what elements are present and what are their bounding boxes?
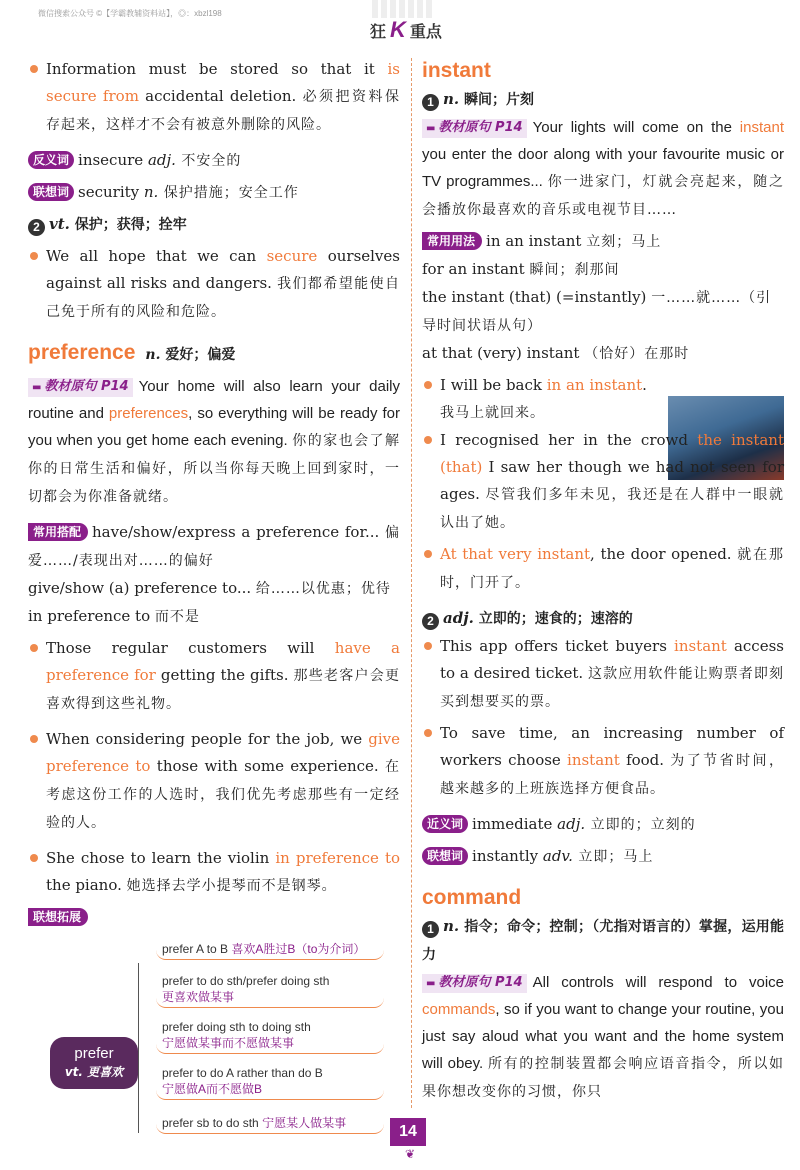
textbook-sentence-instant: ▬ 教材原句 P14 Your lights will come on the instant you enter the door along with your favourite music or TV programmes... 你一进家门，灯就会亮起来，随之会播放你最喜欢的音乐或电视节目…… — [422, 114, 784, 224]
sense-1-command: 1 n. 指令；命令；控制；（尤指对语言的）掌握，运用能力 — [422, 917, 784, 963]
related-tag: 联想词 — [422, 847, 468, 865]
usage-tag: 常用用法 — [422, 232, 482, 250]
bird-icon: ❦ — [404, 1147, 416, 1161]
usage-3: the instant (that) (=instantly) 一……就……（引导时间状语从句） — [422, 288, 772, 334]
tree-item: prefer doing sth to doing sth 宁愿做某事而不愿做某事 — [156, 1017, 384, 1054]
tree-item: prefer A to B 喜欢A胜过B（to为介词） — [156, 939, 384, 960]
textbook-tag: ▬ 教材原句 P14 — [28, 378, 133, 397]
prefer-node: prefer vt. 更喜欢 — [50, 1037, 138, 1089]
sense-2-secure: 2 vt. 保护；获得；拴牢 — [28, 211, 400, 239]
extension-tag: 联想拓展 — [28, 908, 88, 926]
synonym-row: 近义词 immediate adj. 立即的；立刻的 — [422, 811, 784, 839]
usage-4: at that (very) instant （恰好）在那时 — [422, 344, 690, 362]
collocation-1: 常用搭配 have/show/express a preference for... 偏爱……/表现出对……的偏好 — [28, 523, 400, 569]
sense-2-instant: 2 adj. 立即的；速食的；速溶的 — [422, 605, 784, 633]
textbook-sentence-command: ▬ 教材原句 P14 All controls will respond to voice commands, so if you want to change your routine, you just say aloud what you want and the home system will obey. 所有的控制装置都会响应语音指令，所以如果你想改变你的习惯，你只 — [422, 969, 784, 1106]
headword-instant: instant — [422, 59, 491, 82]
textbook-tag: ▬ 教材原句 P14 — [422, 974, 527, 993]
tree-item: prefer sb to do sth 宁愿某人做某事 — [156, 1113, 384, 1134]
tree-item: prefer to do sth/prefer doing sth 更喜欢做某事 — [156, 971, 384, 1008]
collocation-3: in preference to 而不是 — [28, 607, 200, 625]
usage-1: 常用用法 in an instant 立刻；马上 — [422, 228, 784, 256]
related-tag: 联想词 — [28, 183, 74, 201]
antonym-tag: 反义词 — [28, 151, 74, 169]
related-word-row-instant: 联想词 instantly adv. 立即；马上 — [422, 843, 784, 871]
brand-right: 重点 — [409, 24, 442, 41]
brand-k: K — [390, 17, 406, 42]
page-number: 14 — [390, 1118, 426, 1146]
brand-left: 狂 — [370, 24, 387, 41]
textbook-sentence: ▬ 教材原句 P14 Your home will also learn your daily routine and preferences, so everything will be ready for you when you get home each evening. 你的家也会了解你的日常生活和偏好，所以当你每天晚上回到家时，一切都会为你准备就绪。 — [28, 373, 400, 511]
collocation-2: give/show (a) preference to... 给……以优惠；优待 — [28, 579, 391, 597]
synonym-tag: 近义词 — [422, 815, 468, 833]
textbook-tag: ▬ 教材原句 P14 — [422, 119, 527, 138]
usage-2: for an instant 瞬间；刹那间 — [422, 260, 620, 278]
related-word-row: 联想词 security n. 保护措施；安全工作 — [28, 179, 400, 207]
extension-heading — [28, 904, 400, 931]
example-secure-from: Information must be stored so that it is secure from accidental deletion. 必须把资料保存起来，这样才不会有被意外删除的风险。 — [28, 56, 400, 139]
header-pattern — [372, 0, 432, 18]
example-the-instant: I recognised her in the crowd the instant (that) I saw her though we had not seen for ages. 尽管我们多年未见，我还是在人群中一眼就认出了她。 — [422, 427, 784, 537]
headword-command: command — [422, 886, 522, 909]
collocation-tag: 常用搭配 — [28, 523, 88, 541]
example-secure: We all hope that we can secure ourselves against all risks and dangers. 我们都希望能使自己免于所有的风险和危险。 — [28, 243, 400, 326]
example-instant-access: This app offers ticket buyers instant access to a desired ticket. 这款应用软件能让购票者即刻买到想要买的票。 — [422, 633, 784, 716]
left-column — [28, 56, 400, 1140]
tree-item: prefer to do A rather than do B 宁愿做A而不愿做B — [156, 1063, 384, 1100]
brand-title — [370, 17, 442, 43]
antonym-row: 反义词 insecure adj. 不安全的 — [28, 147, 400, 175]
headword-preference: preference n. 爱好；偏爱 — [28, 341, 236, 364]
column-divider — [411, 58, 412, 1108]
example-in-an-instant: I will be back in an instant. 我马上就回来。 — [422, 372, 652, 427]
right-column — [422, 56, 784, 1106]
example-instant-food: To save time, an increasing number of workers choose instant food. 为了节省时间，越来越多的上班族选择方便食品。 — [422, 720, 784, 803]
tree-brace — [138, 963, 158, 1133]
watermark: 微信搜索公众号 ©【学霸教辅资料站】，◎：xbzl198 — [38, 9, 222, 18]
prefer-tree — [28, 935, 400, 1140]
example-at-that-very-instant: At that very instant, the door opened. 就在那时，门开了。 — [422, 541, 784, 597]
page-header — [0, 0, 800, 40]
example-in-preference: She chose to learn the violin in preference to the piano. 她选择去学小提琴而不是钢琴。 — [28, 845, 400, 900]
sense-1-instant: 1 n. 瞬间；片刻 — [422, 86, 784, 114]
example-have-preference: Those regular customers will have a preference for getting the gifts. 那些老客户会更喜欢得到这些礼物。 — [28, 635, 400, 718]
example-give-preference: When considering people for the job, we give preference to those with some experience. 在考虑这份工作的人选时，我们优先考虑那些有一定经验的人。 — [28, 726, 400, 837]
